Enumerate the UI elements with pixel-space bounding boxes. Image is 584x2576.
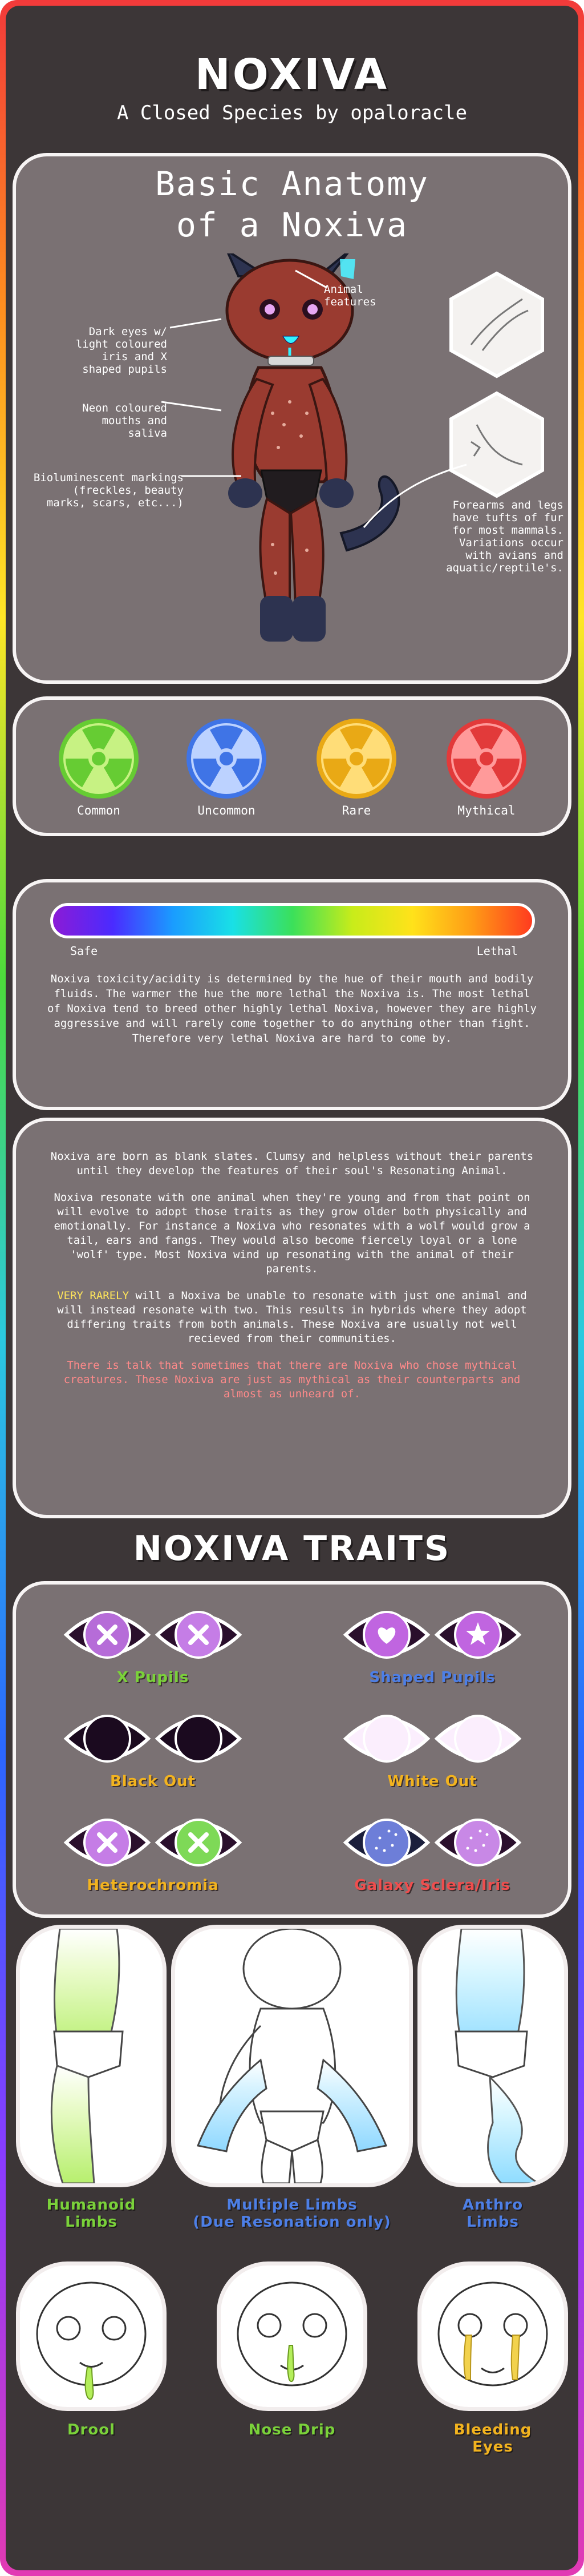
note-eyes: Dark eyes w/ light coloured iris and X shaped pupils xyxy=(75,325,167,376)
very-rarely-highlight: VERY RARELY xyxy=(57,1289,129,1302)
face-card-bleeding-eyes xyxy=(417,2261,568,2411)
rarity-item xyxy=(178,716,275,817)
multiple-limbs-art xyxy=(175,1929,409,2183)
limb-card-humanoid xyxy=(16,1925,167,2187)
eye-trait-label: X Pupils xyxy=(116,1669,189,1686)
rarity-label: Mythical xyxy=(457,804,516,817)
reference-sheet xyxy=(6,6,578,2570)
limb-card-multiple xyxy=(171,1925,413,2187)
lore-paragraph-2: Noxiva resonate with one animal when they're young and from that point on will evolve to adopt those traits as they grow older both physically and emotionally. For instance a Noxiva who resonates with a wolf would grow a tail, ears and fangs. They would also become fiercely loyal or a lone 'wolf' type. Most Noxiva wind up resonating with the animal of their parents. xyxy=(54,1191,530,1275)
species-subtitle: A Closed Species by opaloracle xyxy=(116,102,468,124)
face-trait-label: Bleeding Eyes xyxy=(453,2421,532,2456)
lethal-label: Lethal xyxy=(476,944,518,958)
rarity-item xyxy=(308,716,405,817)
lore-paragraph-4: There is talk that sometimes that there are Noxiva who chose mythical creatures. These Noxiva are just as mythical as their counterparts and almost as unheard of. xyxy=(63,1359,521,1400)
lore-paragraph-3-text: will a Noxiva be unable to resonate with just one animal and will instead resonate with two. This results in hybrids where they adopt differing traits from both animals. These Noxiva are usually not well recieved from their communities. xyxy=(57,1289,527,1345)
rarity-label: Uncommon xyxy=(197,804,256,817)
lore-paragraph-1: Noxiva are born as blank slates. Clumsy and helpless without their parents until they develop the features of their soul's Resonating Animal. xyxy=(50,1150,534,1177)
eye-trait xyxy=(341,1704,524,1790)
face-trait-label: Nose Drip xyxy=(248,2421,336,2438)
limb-trait-label: Humanoid Limbs xyxy=(46,2196,136,2231)
eye-trait-label: White Out xyxy=(387,1773,477,1790)
drool-art xyxy=(20,2265,163,2407)
limb-trait-label: Multiple Limbs (Due Resonation only) xyxy=(193,2196,391,2231)
eye-trait xyxy=(62,1601,244,1686)
note-markings: Bioluminescent markings (freckles, beauty marks, scars, etc...) xyxy=(33,471,184,509)
anatomy-heading-line2: of a Noxiva xyxy=(176,205,408,244)
rarity-item xyxy=(438,716,535,817)
eye-trait xyxy=(62,1704,244,1790)
traits-heading: NOXIVA TRAITS xyxy=(133,1529,451,1569)
anatomy-heading-line1: Basic Anatomy xyxy=(155,164,429,203)
eye-pair-icon xyxy=(62,1601,244,1669)
rarity-item xyxy=(50,716,147,817)
hazard-icon xyxy=(178,716,275,801)
eye-pair-icon xyxy=(62,1704,244,1773)
species-title: NOXIVA xyxy=(194,50,390,99)
limb-card-anthro xyxy=(417,1925,568,2187)
hazard-icon xyxy=(50,716,147,801)
eye-pair-icon xyxy=(341,1601,524,1669)
rarity-label: Rare xyxy=(342,804,371,817)
rarity-panel xyxy=(13,696,571,836)
lore-paragraph-3 xyxy=(47,1289,537,1346)
eye-trait xyxy=(341,1808,524,1894)
rarity-label: Common xyxy=(77,804,120,817)
eye-trait-label: Shaped Pupils xyxy=(369,1669,496,1686)
bleeding-eyes-art xyxy=(421,2265,564,2407)
eye-trait xyxy=(341,1601,524,1686)
humanoid-limbs-art xyxy=(20,1929,163,2183)
eye-pair-icon xyxy=(62,1808,244,1877)
eye-trait-label: Black Out xyxy=(110,1773,196,1790)
toxicity-gradient-bar xyxy=(50,903,535,938)
hazard-icon xyxy=(438,716,535,801)
safe-label: Safe xyxy=(70,944,98,958)
limb-trait-label: Anthro Limbs xyxy=(462,2196,524,2231)
face-trait-label: Drool xyxy=(67,2421,116,2438)
note-mouth: Neon coloured mouths and saliva xyxy=(82,402,167,440)
face-card-nose-drip xyxy=(217,2261,367,2411)
nose-drip-art xyxy=(221,2265,363,2407)
lore-text xyxy=(47,1150,537,1414)
note-animal-features: Animal features xyxy=(324,283,376,308)
note-forearms: Forearms and legs have tufts of fur for most mammals. Variations occur with avians and aquatic/reptile's. xyxy=(446,499,563,574)
toxicity-panel xyxy=(13,879,571,1110)
eye-pair-icon xyxy=(341,1808,524,1877)
eye-trait-label: Heterochromia xyxy=(87,1877,219,1894)
eye-trait-label: Galaxy Sclera/Iris xyxy=(354,1877,510,1894)
anatomy-panel xyxy=(13,153,571,684)
face-card-drool xyxy=(16,2261,167,2411)
lore-panel xyxy=(13,1118,571,1518)
eye-pair-icon xyxy=(341,1704,524,1773)
hazard-icon xyxy=(308,716,405,801)
eye-trait xyxy=(62,1808,244,1894)
toxicity-description: Noxiva toxicity/acidity is determined by the hue of their mouth and bodily fluids. The warmer the hue the more lethal the Noxiva is. The most lethal of Noxiva tend to breed other highly lethal Noxiva, however they are highly aggressive and will rarely come together to do anything other than fight. Therefore very lethal Noxiva are hard to come by. xyxy=(47,973,537,1045)
eye-traits-panel xyxy=(13,1581,571,1918)
anthro-limbs-art xyxy=(421,1929,564,2183)
